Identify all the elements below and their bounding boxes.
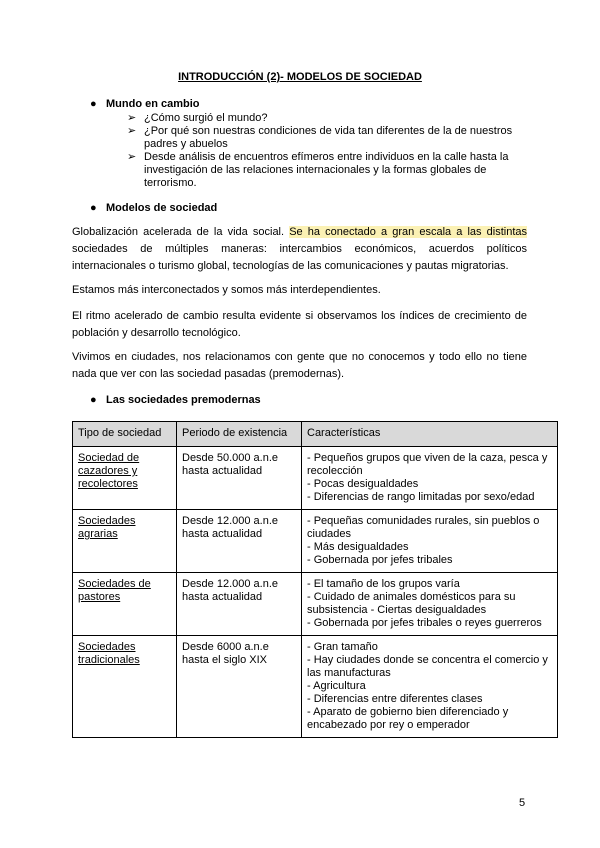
page-title: INTRODUCCIÓN (2)- MODELOS DE SOCIEDAD (178, 71, 422, 83)
column-header: Características (302, 422, 558, 447)
society-type-cell: Sociedades agrarias (73, 510, 177, 573)
society-type-cell: Sociedades tradicionales (73, 636, 177, 738)
list-item: ➢ ¿Cómo surgió el mundo? (127, 112, 268, 124)
column-header: Periodo de existencia (177, 422, 302, 447)
society-type-cell: Sociedades de pastores (73, 573, 177, 636)
section-heading-modelos-de-sociedad: ● Modelos de sociedad (90, 202, 218, 214)
paragraph-ciudades: Vivimos en ciudades, nos relacionamos con gente que no conocemos y todo ello no tiene nada que ver con las sociedad pasadas (premodernas). (72, 351, 527, 380)
section-heading-mundo-en-cambio: ● Mundo en cambio (90, 98, 200, 110)
period-cell: Desde 12.000 a.n.e hasta actualidad (177, 510, 302, 573)
period-cell: Desde 6000 a.n.e hasta el siglo XIX (177, 636, 302, 738)
period-cell: Desde 12.000 a.n.e hasta actualidad (177, 573, 302, 636)
characteristics-cell: - Gran tamaño - Hay ciudades donde se concentra el comercio y las manufacturas - Agricultura - Diferencias entre diferentes clases - Aparato de gobierno bien diferenciado y encabezado por rey o emperador (302, 636, 558, 738)
period-cell: Desde 50.000 a.n.e hasta actualidad (177, 447, 302, 510)
column-header: Tipo de sociedad (73, 422, 177, 447)
bullet-icon: ● (90, 394, 97, 406)
list-item: ➢ ¿Por qué son nuestras condiciones de vida tan diferentes de la de nuestros padres y abuelos (127, 125, 513, 150)
section-heading-sociedades-premodernas: ● Las sociedades premodernas (90, 394, 261, 406)
bullet-icon: ● (90, 202, 97, 214)
premodern-societies-table (72, 421, 558, 738)
society-type-cell: Sociedad de cazadores y recolectores (73, 447, 177, 510)
paragraph-globalizacion: Globalización acelerada de la vida social. Se ha conectado a gran escala a las distintas sociedades de múltiples maneras: intercambios económicos, acuerdos políticos internacionales o turismo global, tecnologías de las comunicaciones y pautas migratorias. (72, 226, 527, 272)
page-number: 5 (519, 797, 526, 809)
arrow-bullet-icon: ➢ (127, 151, 137, 163)
table-row (73, 510, 558, 573)
subitem-list (127, 112, 527, 190)
arrow-bullet-icon: ➢ (127, 125, 137, 137)
arrow-bullet-icon: ➢ (127, 112, 137, 124)
highlighted-text: Se ha conectado a gran escala a las distintas (289, 226, 527, 238)
table-row (73, 636, 558, 738)
characteristics-cell: - Pequeños grupos que viven de la caza, pesca y recolección - Pocas desigualdades - Diferencias de rango limitadas por sexo/edad (302, 447, 558, 510)
bullet-icon: ● (90, 98, 97, 110)
paragraph-interconectados: Estamos más interconectados y somos más interdependientes. (72, 284, 381, 296)
table-header-row (73, 422, 558, 447)
characteristics-cell: - El tamaño de los grupos varía - Cuidado de animales domésticos para su subsistencia - Ciertas desigualdades - Gobernada por jefes tribales o reyes guerreros (302, 573, 558, 636)
paragraph-ritmo-acelerado: El ritmo acelerado de cambio resulta evidente si observamos los índices de crecimiento de población y desarrollo tecnológico. (72, 310, 527, 339)
list-item: ➢ Desde análisis de encuentros efímeros entre individuos en la calle hasta la investigación de las relaciones internacionales y la formas globales de terrorismo. (127, 151, 509, 189)
table-row (73, 447, 558, 510)
table-row (73, 573, 558, 636)
characteristics-cell: - Pequeñas comunidades rurales, sin pueblos o ciudades - Más desigualdades - Gobernada por jefes tribales (302, 510, 558, 573)
